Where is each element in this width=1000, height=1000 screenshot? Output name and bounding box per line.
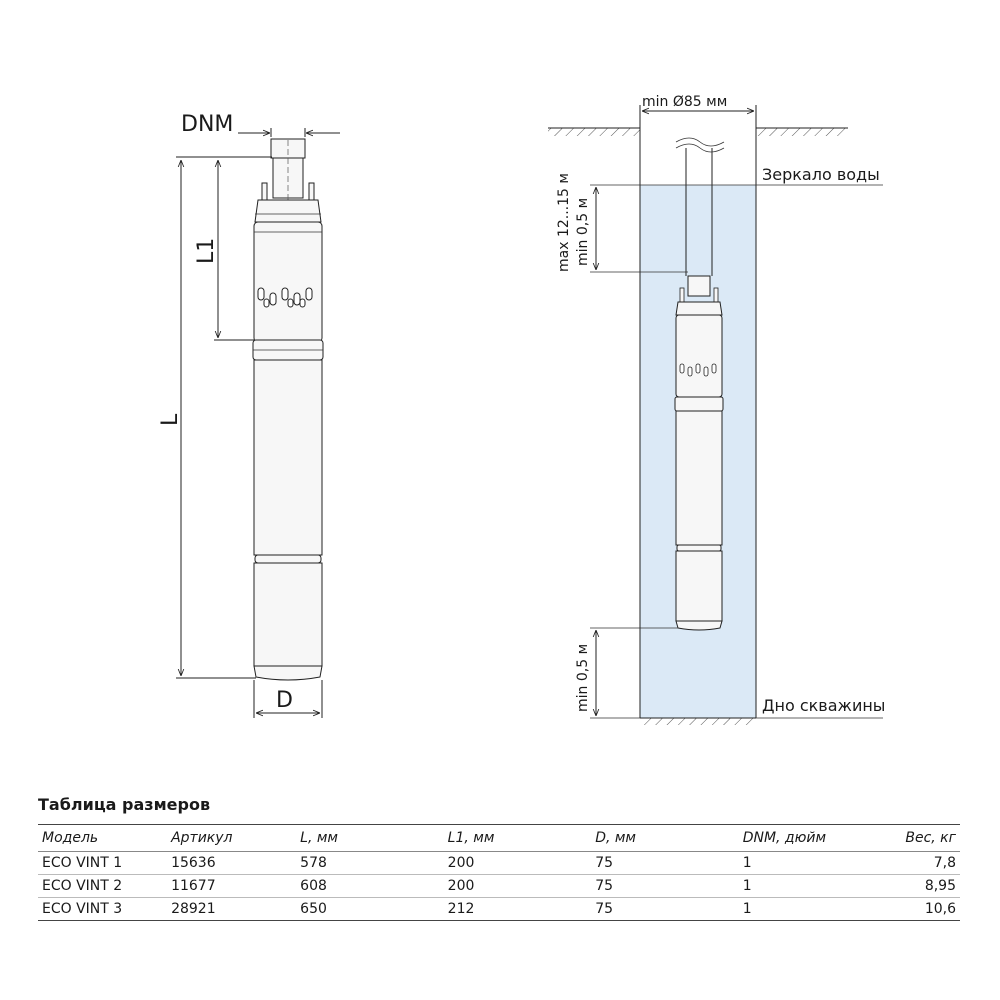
well-drawing bbox=[548, 105, 886, 725]
label-immersion: min 0,5 м bbox=[575, 197, 591, 266]
dimensions-table bbox=[38, 824, 960, 921]
cell-dnm: 1 bbox=[739, 852, 868, 875]
pump-drawing bbox=[253, 139, 323, 680]
label-well-width: min Ø85 мм bbox=[642, 94, 728, 110]
table-row bbox=[38, 875, 960, 898]
cell-weight: 8,95 bbox=[868, 875, 960, 898]
label-l: L bbox=[158, 413, 183, 426]
label-water-depth: max 12...15 м bbox=[556, 173, 572, 272]
cell-l1: 200 bbox=[444, 875, 592, 898]
table-row bbox=[38, 898, 960, 921]
column-header: Артикул bbox=[167, 825, 296, 852]
cell-weight: 7,8 bbox=[868, 852, 960, 875]
column-header: L, мм bbox=[296, 825, 444, 852]
cell-dnm: 1 bbox=[739, 898, 868, 921]
column-header: Вес, кг bbox=[868, 825, 960, 852]
column-header: L1, мм bbox=[444, 825, 592, 852]
cell-article: 15636 bbox=[167, 852, 296, 875]
cell-model: ECO VINT 2 bbox=[38, 875, 167, 898]
label-water-mirror: Зеркало воды bbox=[762, 165, 880, 184]
cell-l1: 200 bbox=[444, 852, 592, 875]
table-row bbox=[38, 852, 960, 875]
column-header: Модель bbox=[38, 825, 167, 852]
cell-dnm: 1 bbox=[739, 875, 868, 898]
cell-l: 608 bbox=[296, 875, 444, 898]
cell-d: 75 bbox=[591, 852, 739, 875]
column-header: DNM, дюйм bbox=[739, 825, 868, 852]
cell-model: ECO VINT 3 bbox=[38, 898, 167, 921]
cell-l: 650 bbox=[296, 898, 444, 921]
cell-d: 75 bbox=[591, 875, 739, 898]
cell-article: 28921 bbox=[167, 898, 296, 921]
label-bottom-gap: min 0,5 м bbox=[575, 643, 591, 712]
cell-article: 11677 bbox=[167, 875, 296, 898]
dimensions-table-section bbox=[38, 795, 960, 921]
label-d: D bbox=[276, 688, 293, 713]
label-well-bottom: Дно скважины bbox=[762, 696, 886, 715]
table-title: Таблица размеров bbox=[38, 795, 211, 814]
label-l1: L1 bbox=[194, 237, 219, 264]
cell-weight: 10,6 bbox=[868, 898, 960, 921]
table-header-row bbox=[38, 825, 960, 852]
column-header: D, мм bbox=[591, 825, 739, 852]
label-dnm: DNM bbox=[181, 112, 234, 137]
cell-l: 578 bbox=[296, 852, 444, 875]
cell-d: 75 bbox=[591, 898, 739, 921]
cell-model: ECO VINT 1 bbox=[38, 852, 167, 875]
cell-l1: 212 bbox=[444, 898, 592, 921]
